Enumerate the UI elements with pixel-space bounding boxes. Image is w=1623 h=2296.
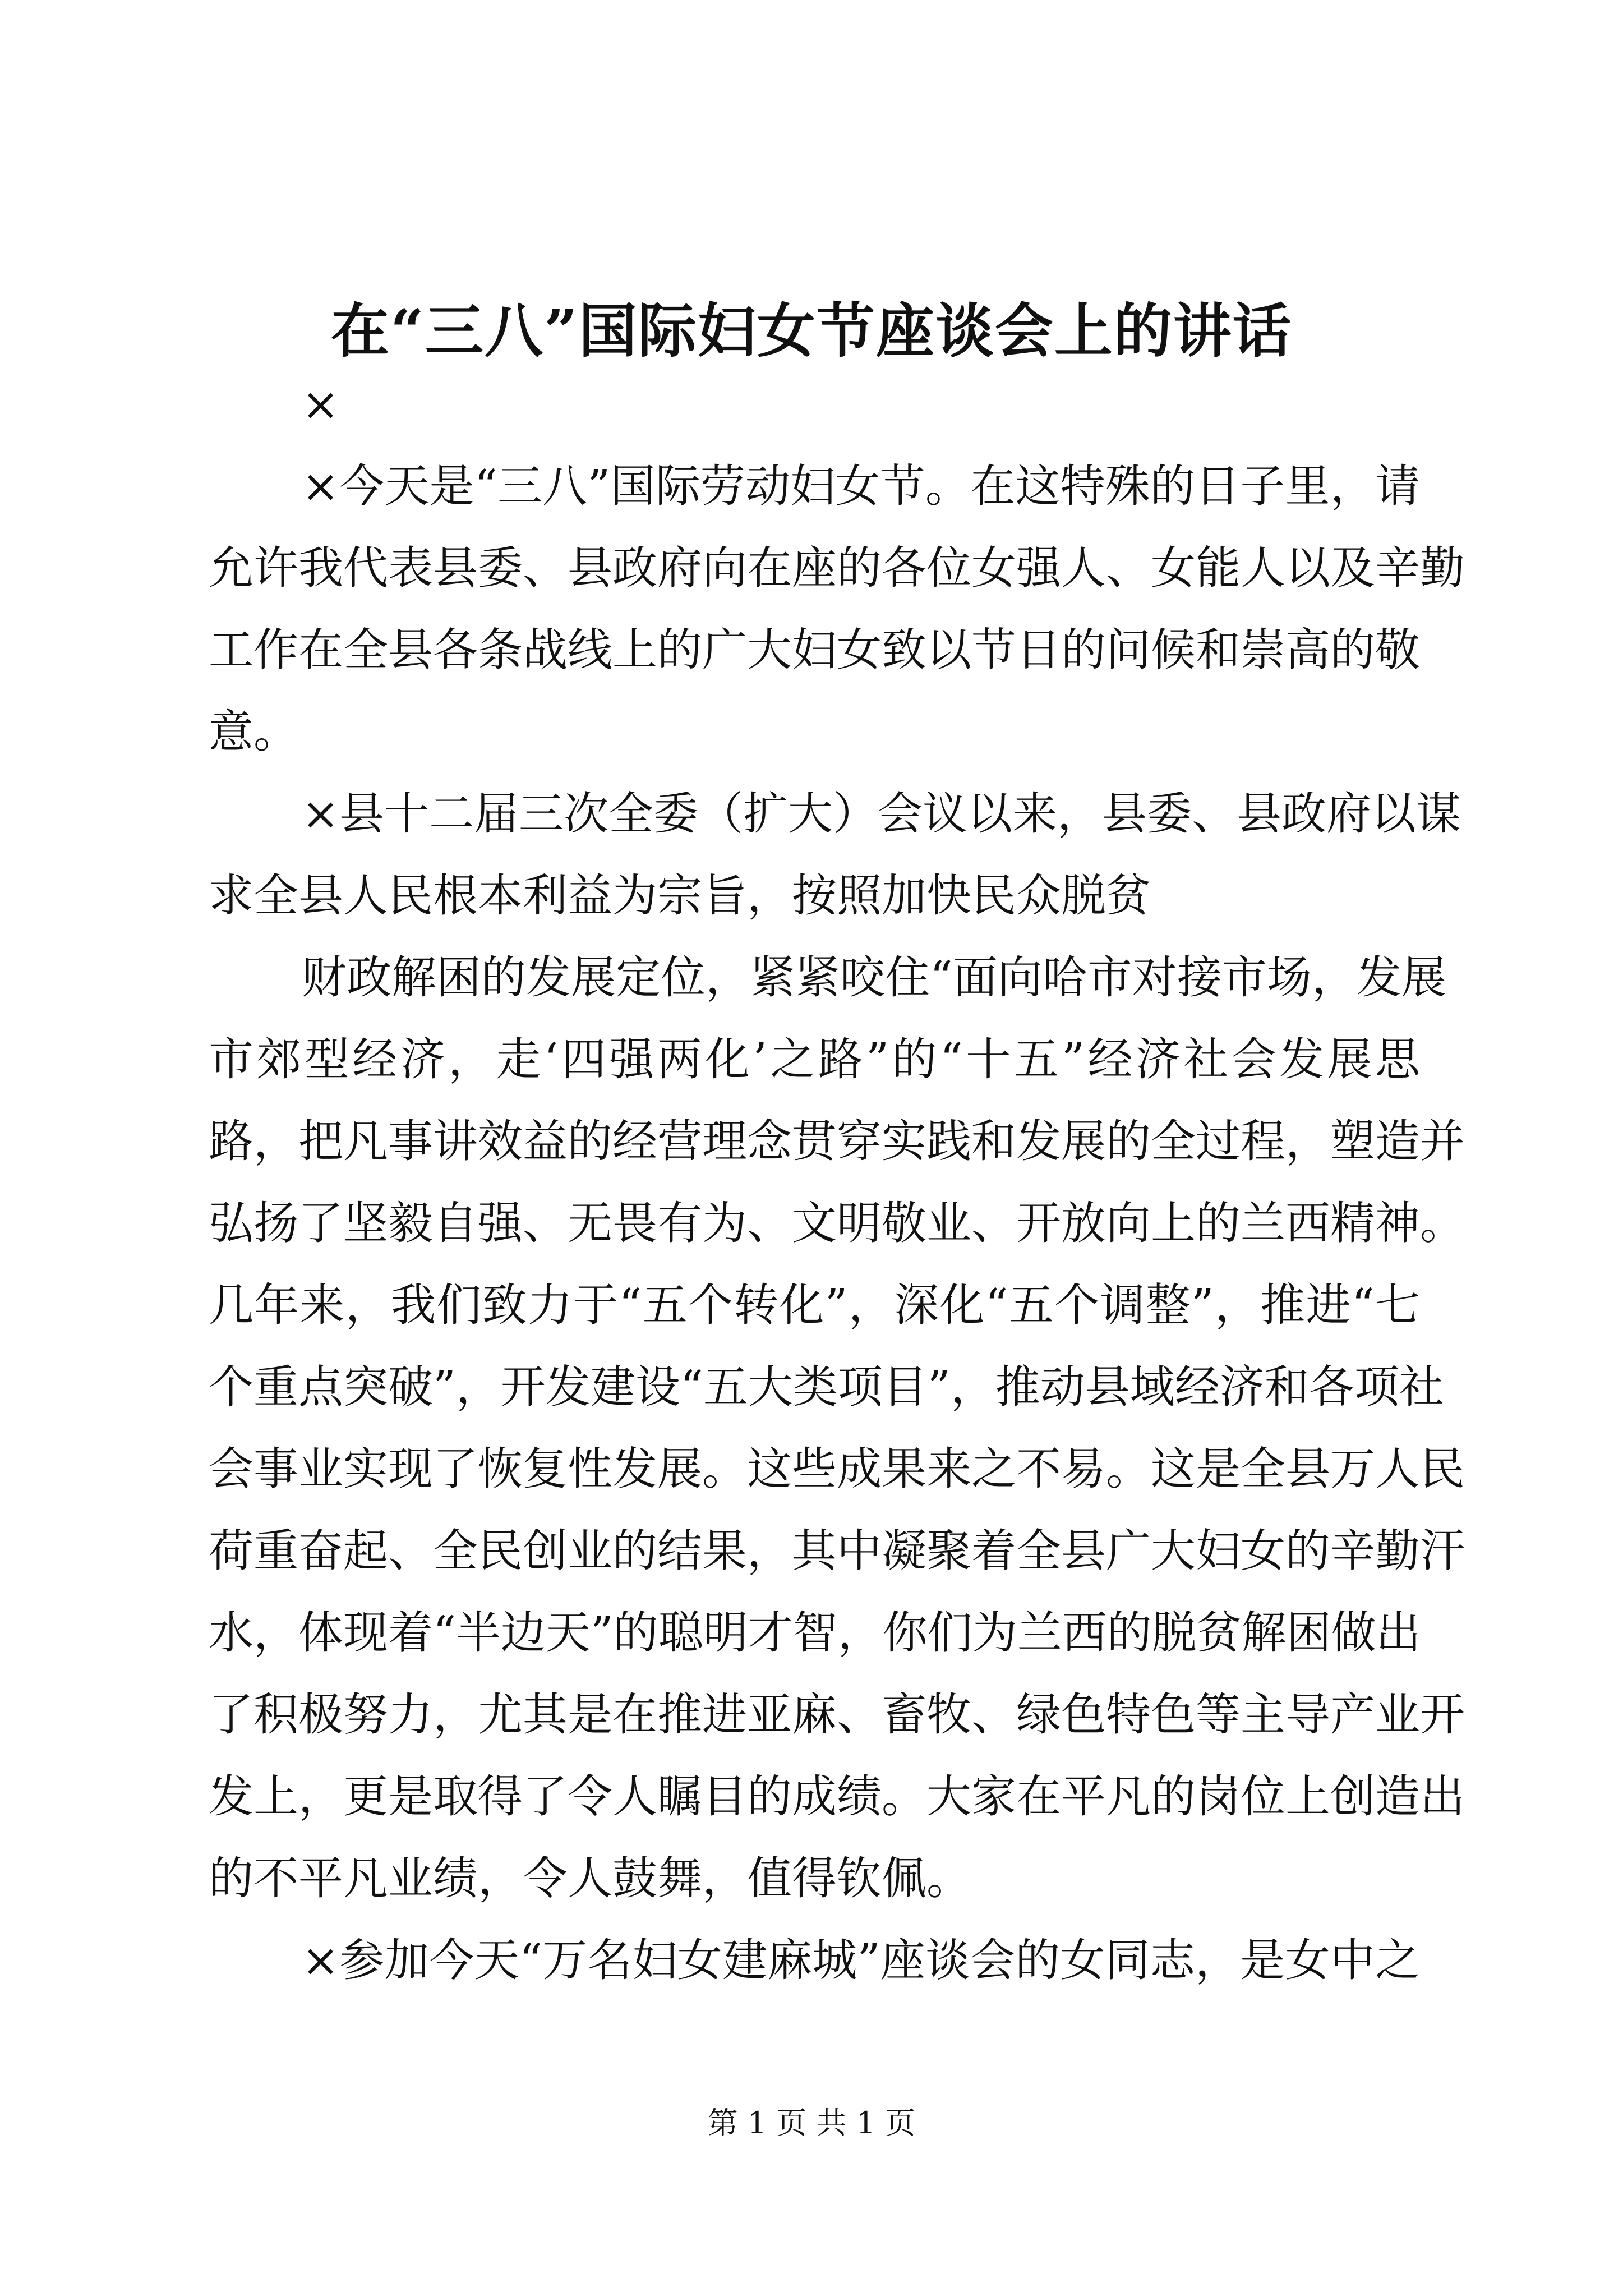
body-line: 荷重奋起、全民创业的结果，其中凝聚着全县广大妇女的辛勤汗 bbox=[209, 1525, 1465, 1577]
body-line: 意。 bbox=[209, 706, 298, 758]
body-line: 几年来，我们致力于“五个转化”，深化“五个调整”，推进“七 bbox=[209, 1279, 1420, 1331]
body-line: × bbox=[302, 378, 340, 430]
document-title: 在“三八”国际妇女节座谈会上的讲话 bbox=[331, 296, 1292, 365]
body-line: 工作在全县各条战线上的广大妇女致以节日的问候和崇高的敬 bbox=[209, 624, 1420, 676]
body-line: 了积极努力，尤其是在推进亚麻、畜牧、绿色特色等主导产业开 bbox=[209, 1688, 1465, 1741]
body-line: ×参加今天“万名妇女建麻城”座谈会的女同志，是女中之 bbox=[302, 1934, 1420, 1986]
body-line: 允许我代表县委、县政府向在座的各位女强人、女能人以及辛勤 bbox=[209, 542, 1465, 594]
body-line: 水，体现着“半边天”的聪明才智，你们为兰西的脱贫解困做出 bbox=[209, 1607, 1421, 1659]
body-line: 会事业实现了恢复性发展。这些成果来之不易。这是全县万人民 bbox=[209, 1443, 1465, 1495]
body-line: 财政解困的发展定位，紧紧咬住“面向哈市对接市场，发展 bbox=[302, 951, 1446, 1004]
body-line: ×县十二届三次全委（扩大）会议以来，县委、县政府以谋 bbox=[302, 788, 1461, 840]
body-line: 路，把凡事讲效益的经营理念贯穿实践和发展的全过程，塑造并 bbox=[209, 1115, 1465, 1167]
body-line: 求全县人民根本利益为宗旨，按照加快民众脱贫 bbox=[209, 869, 1151, 922]
body-line: 发上，更是取得了令人瞩目的成绩。大家在平凡的岗位上创造出 bbox=[209, 1770, 1465, 1823]
body-line: 的不平凡业绩，令人鼓舞，值得钦佩。 bbox=[209, 1852, 971, 1904]
body-line: ×今天是“三八”国际劳动妇女节。在这特殊的日子里，请 bbox=[302, 460, 1420, 512]
body-line: 个重点突破”，开发建设“五大类项目”，推动县域经济和各项社 bbox=[209, 1361, 1444, 1413]
body-line: 市郊型经济，走‘四强两化’之路”的“十五”经济社会发展思 bbox=[209, 1033, 1420, 1085]
page-footer: 第 1 页 共 1 页 bbox=[707, 2105, 916, 2141]
document-body bbox=[209, 364, 1465, 2001]
body-line: 弘扬了坚毅自强、无畏有为、文明敬业、开放向上的兰西精神。 bbox=[209, 1197, 1465, 1249]
